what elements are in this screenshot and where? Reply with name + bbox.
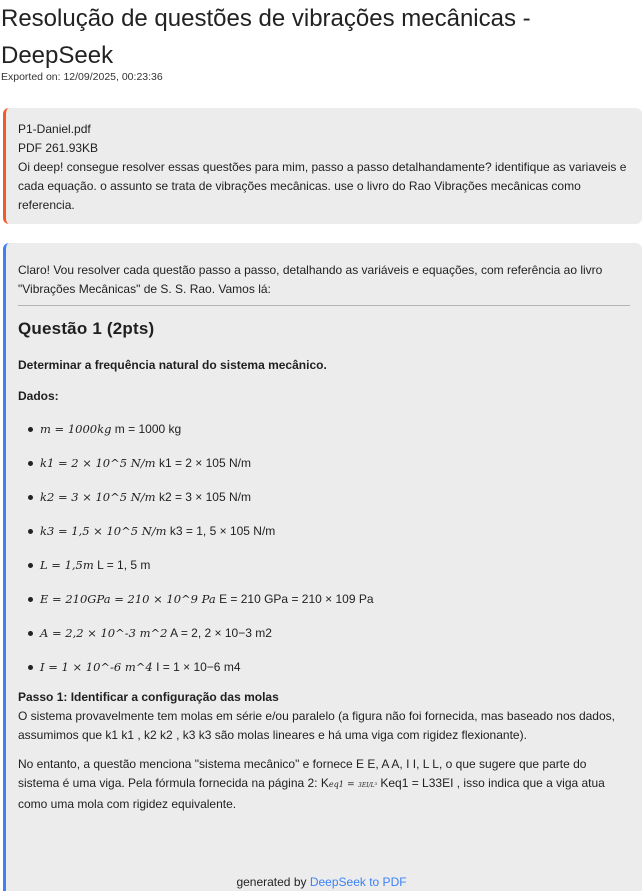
step1-paragraph-1: O sistema provavelmente tem molas em série e/ou paralelo (a figura não foi fornecida, mas baseado nos dados, assumimos que k1 k1 , k2 k2 , k3 k3 são molas lineares e há uma viga com rigidez flexionante). <box>18 709 615 742</box>
plain-formula: k2 = 3 × 105 N/m <box>158 490 251 504</box>
list-item <box>40 522 630 556</box>
user-message-text: Oi deep! consegue resolver essas questões para mim, passo a passo detalhandamente? identifique as variaveis e cada equação. o assunto se trata de vibrações mecânicas. use o livro do Rao Vibrações mecânicas como referencia. <box>18 160 627 212</box>
math-formula: E = 210GPa = 210 × 10^9 Pa <box>40 592 216 606</box>
list-item <box>40 658 630 692</box>
math-formula: k1 = 2 × 10^5 N/m <box>40 456 156 470</box>
plain-formula: E = 210 GPa = 210 × 109 Pa <box>219 592 374 606</box>
math-formula: k2 = 3 × 10^5 N/m <box>40 490 156 504</box>
math-formula: A = 2,2 × 10^-3 m^2 <box>40 626 168 640</box>
footer-prefix: generated by <box>236 875 307 889</box>
plain-formula: A = 2, 2 × 10−3 m2 <box>170 626 272 640</box>
step1-paragraph-2: No entanto, a questão menciona "sistema mecânico" e fornece E E, A A, I I, L L, o que sugere que parte do sistema é uma viga. Pela fórmula fornecida na página 2: Keq1 = 3EI/L³ Keq1 = L33EI , isso indica que a viga atua como uma mola com rigidez equivalente. <box>18 757 605 811</box>
math-formula: L = 1,5m <box>40 558 94 572</box>
question-title: Questão 1 (2pts) <box>18 319 155 338</box>
dados-label: Dados: <box>18 389 59 403</box>
list-item <box>40 590 630 624</box>
attachment-file-info: PDF 261.93KB <box>18 141 99 155</box>
assistant-message-card <box>3 243 642 891</box>
page-title: Resolução de questões de vibrações mecânicas - DeepSeek <box>1 5 531 69</box>
plain-formula: I = 1 × 10−6 m4 <box>156 660 241 674</box>
math-formula: k3 = 1,5 × 10^5 N/m <box>40 524 167 538</box>
dados-list <box>18 420 630 692</box>
math-formula: m = 1000kg <box>40 422 112 436</box>
plain-formula: k3 = 1, 5 × 105 N/m <box>169 524 276 538</box>
step1-paragraph-2-part-b: Keq1 = L33EI , isso indica que a viga atua como uma mola com rigidez equivalente. <box>18 776 605 811</box>
footer <box>0 875 643 889</box>
step1-paragraph-2-part-a: No entanto, a questão menciona "sistema mecânico" e fornece E E, A A, I I, L L, o que sugere que parte do sistema é uma viga. Pela fórmula fornecida na página 2: K <box>18 757 587 790</box>
deepseek-to-pdf-link[interactable]: DeepSeek to PDF <box>309 875 407 889</box>
plain-formula: k1 = 2 × 105 N/m <box>158 456 251 470</box>
question-subtitle: Determinar a frequência natural do sistema mecânico. <box>18 358 327 372</box>
step1-title: Passo 1: Identificar a configuração das molas <box>18 690 279 704</box>
list-item <box>40 556 630 590</box>
plain-formula: m = 1000 kg <box>114 422 182 436</box>
math-formula: I = 1 × 10^-6 m^4 <box>40 660 153 674</box>
user-message-card <box>3 108 642 224</box>
list-item <box>40 624 630 658</box>
list-item <box>40 488 630 522</box>
attachment-file-name[interactable]: P1-Daniel.pdf <box>18 122 91 136</box>
assistant-intro: Claro! Vou resolver cada questão passo a passo, detalhando as variáveis e equações, com referência ao livro "Vibrações Mecânicas" de S. S. Rao. Vamos lá: <box>18 263 603 296</box>
export-timestamp: Exported on: 12/09/2025, 00:23:36 <box>1 71 163 83</box>
list-item <box>40 454 630 488</box>
plain-formula: L = 1, 5 m <box>97 558 151 572</box>
divider <box>18 305 630 306</box>
list-item <box>40 420 630 454</box>
